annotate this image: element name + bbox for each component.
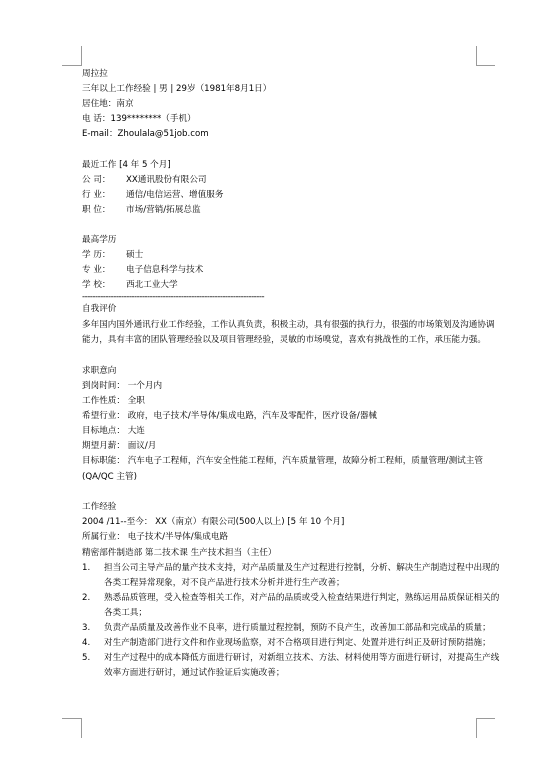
position-label: 职 位： [82,204,111,215]
list-number: 2. [82,592,91,603]
expected-salary: 期望月薪： 面议/月 [82,441,157,452]
list-item [82,651,500,681]
crop-mark-top-left-v [81,46,82,66]
school-value: 西北工业大学 [126,280,178,291]
major-label: 专 业： [82,265,111,276]
crop-mark-bottom-left-h [62,718,81,719]
list-text: 熟悉品质管理，受入检查等相关工作，对产品的品质或受入检查结果进行判定，熟练运用品质保证相关的各类工具； [104,592,500,618]
crop-mark-bottom-left-v [81,718,82,738]
list-text: 对生产过程中的成本降低方面进行研讨，对新组立技术、方法、材料使用等方面进行研讨，对提高生产线效率方面进行研讨，通过试作验证后实施改善； [104,653,500,679]
degree-value: 硕士 [126,250,144,261]
email-line: E-mail：Zhoulala@51job.com [82,129,209,140]
phone-line: 电 话：139********（手机） [82,114,196,125]
company-row [82,173,500,188]
list-item [82,636,500,651]
list-text: 负责产品质量及改善作业不良率，进行质量过程控制，预防不良产生，改善加工部品和完成品的质量； [104,623,491,633]
school-row [82,278,500,293]
self-eval-text: 多年国内国外通讯行业工作经验，工作认真负责，积极主动，具有很强的执行力，很强的市场策划及沟通协调能力，具有丰富的团队管理经验以及项目管理经验，灵敏的市场嗅觉，喜欢有挑战性的工作，承压能力强。 [82,319,495,345]
target-functions: 目标职能： 汽车电子工程师，汽车安全性能工程师，汽车质量管理，故障分析工程师，质量管理/测试主管(QA/QC 主管) [82,456,483,482]
spacer [82,485,500,500]
spacer [82,218,500,233]
crop-mark-top-right-h [476,65,495,66]
experience-period: 2004 /11--至今： XX（南京）有限公司(500人以上) [5 年 10 个月] [82,517,345,528]
arrival-time: 到岗时间： 一个月内 [82,380,163,391]
list-text: 担当公司主导产品的量产技术支持，对产品质量及生产过程进行控制，分析、解决生产制造过程中出现的各类工程异常现象，对不良产品进行技术分析并进行生产改善； [104,562,500,588]
company-label: 公 司： [82,174,111,185]
industry-row [82,188,500,203]
list-item [82,591,500,621]
desired-industry: 希望行业： 政府，电子技术/半导体/集成电路，汽车及零配件，医疗设备/器械 [82,410,378,421]
duties-list [82,561,500,682]
company-value: XX通讯股份有限公司 [126,174,207,185]
list-number: 4. [82,638,91,649]
job-type: 工作性质： 全职 [82,395,145,406]
list-item [82,621,500,636]
position-row [82,203,500,218]
crop-mark-top-right-v [476,46,477,66]
experience-department: 精密部件制造部 第二技术课 生产技术担当（主任） [82,547,277,558]
crop-mark-bottom-right-h [476,718,495,719]
crop-mark-bottom-right-v [476,718,477,738]
spacer [82,349,500,364]
section-divider: ---------------------------------------------------------------------- [82,293,265,303]
industry-value: 通信/电信运营、增值服务 [126,189,224,200]
list-number: 1. [82,562,91,573]
intent-heading: 求职意向 [82,365,117,376]
crop-mark-top-left-h [62,65,81,66]
summary-line: 三年以上工作经验 | 男 | 29岁（1981年8月1日） [82,84,272,95]
experience-heading: 工作经验 [82,502,117,513]
candidate-name: 周拉拉 [82,69,108,79]
list-item [82,561,500,591]
experience-industry: 所属行业： 电子技术/半导体/集成电路 [82,532,229,543]
self-eval-heading: 自我评价 [82,304,117,315]
position-value: 市场/营销/拓展总监 [126,204,201,215]
major-value: 电子信息科学与技术 [126,265,204,276]
degree-row [82,248,500,263]
industry-label: 行 业： [82,189,111,200]
residence-line: 居住地：南京 [82,99,134,110]
resume-content [82,67,500,681]
list-number: 5. [82,653,91,664]
school-label: 学 校： [82,280,111,291]
recent-job-heading: 最近工作 [4 年 5 个月] [82,159,171,170]
spacer [82,142,500,157]
list-text: 对生产制造部门进行文件和作业现场监察，对不合格项目进行判定、处置并进行纠正及研讨预防措施； [104,638,491,649]
degree-label: 学 历： [82,250,111,261]
list-number: 3. [82,623,91,633]
target-location: 目标地点： 大连 [82,425,145,436]
education-heading: 最高学历 [82,235,117,246]
major-row [82,263,500,278]
